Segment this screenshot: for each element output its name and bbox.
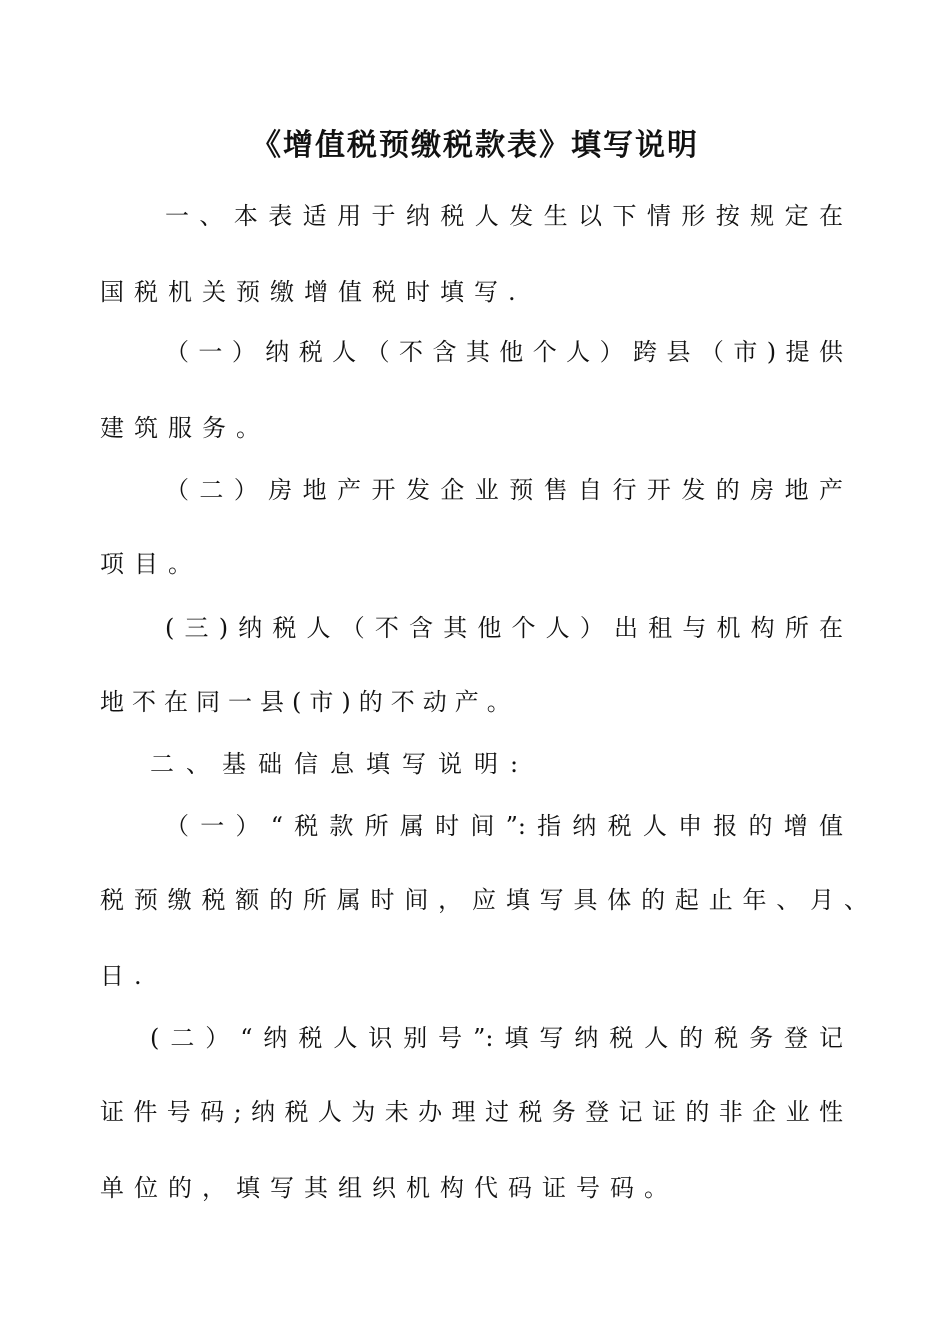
text-line: 税预缴税额的所属时间，应填写具体的起止年、月、 — [100, 886, 868, 914]
text-line: 单位的，填写其组织机构代码证号码。 — [100, 1174, 678, 1202]
section-heading: 二、基础信息填写说明: — [150, 750, 531, 778]
text-line: 日. — [100, 962, 152, 990]
text-line: (二）“纳税人识别号”:填写纳税人的税务登记 — [150, 1024, 843, 1052]
document-title: 《增值税预缴税款表》填写说明 — [251, 128, 699, 163]
text-line: 一、本表适用于纳税人发生以下情形按规定在 — [165, 202, 843, 230]
text-line: （二）房地产开发企业预售自行开发的房地产 — [165, 476, 843, 504]
text-line: (三)纳税人（不含其他个人）出租与机构所在 — [165, 614, 843, 642]
text-line: 地不在同一县(市)的不动产。 — [100, 688, 519, 716]
text-line: 项目。 — [100, 550, 202, 578]
text-line: 国税机关预缴增值税时填写. — [100, 278, 526, 306]
text-line: 证件号码;纳税人为未办理过税务登记证的非企业性 — [100, 1098, 843, 1126]
text-line: 建筑服务。 — [100, 414, 270, 442]
text-line: （一）“税款所属时间”:指纳税人申报的增值 — [165, 812, 843, 840]
text-line: （一）纳税人（不含其他个人）跨县（市)提供 — [165, 338, 843, 366]
